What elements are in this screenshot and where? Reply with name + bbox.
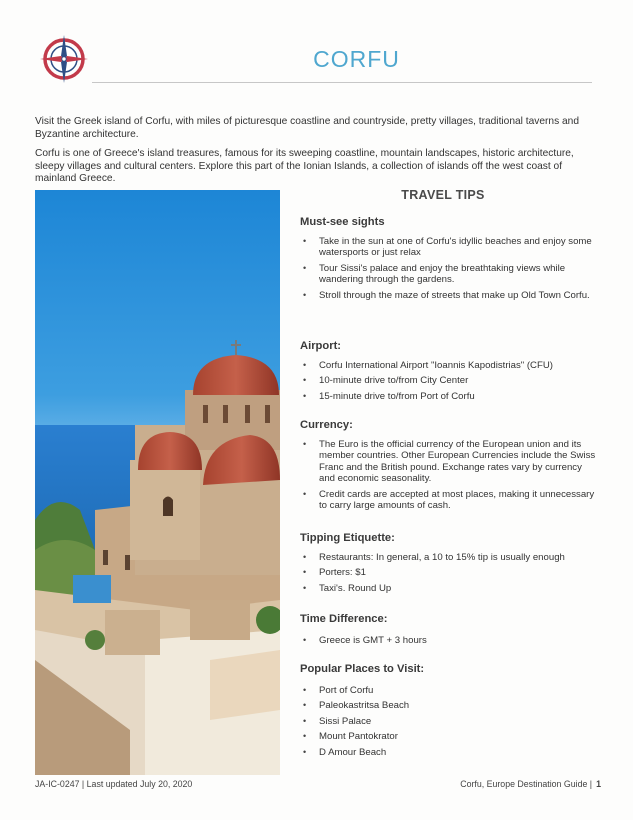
church-photo-icon	[35, 190, 280, 775]
footer-doc-id: JA-IC-0247 | Last updated July 20, 2020	[35, 779, 193, 789]
list-item: • Paleokastritsa Beach	[300, 700, 600, 711]
list-item: • Mount Pantokrator	[300, 731, 600, 742]
footer-guide-title	[460, 779, 601, 789]
list-item: • Take in the sun at one of Corfu's idyllic beaches and enjoy some watersports or just relax	[300, 236, 600, 259]
section-heading: Currency:	[300, 419, 353, 431]
section-airport	[300, 340, 600, 402]
footer-guide-label: Corfu, Europe Destination Guide |	[460, 779, 593, 789]
section-heading: Must-see sights	[300, 216, 385, 228]
intro-paragraph-2: Corfu is one of Greece's island treasures, famous for its sweeping coastline, mountain landscapes, historic architecture, sleepy villages and cultural centers. Explore this part of the Ionian Islands, a collection of islands off the west coast of mainland Greece.	[35, 148, 574, 185]
bullet-list	[300, 635, 600, 646]
travel-tips-title: TRAVEL TIPS	[401, 188, 485, 202]
list-item: • 15-minute drive to/from Port of Corfu	[300, 391, 600, 402]
list-item: • Credit cards are accepted at most places, making it unnecessary to carry large amounts of cash.	[300, 489, 600, 512]
section-popular-places	[300, 663, 600, 758]
list-item: • Stroll through the maze of streets that make up Old Town Corfu.	[300, 290, 600, 301]
list-item: • Sissi Palace	[300, 716, 600, 727]
section-heading: Tipping Etiquette:	[300, 532, 395, 544]
list-item: • 10-minute drive to/from City Center	[300, 375, 600, 386]
list-item: • Porters: $1	[300, 567, 600, 578]
bullet-list	[300, 685, 600, 758]
bullet-list	[300, 236, 600, 301]
section-tipping-etiquette	[300, 532, 600, 594]
list-item: • Tour Sissi's palace and enjoy the breathtaking views while wandering through the gardens.	[300, 263, 600, 286]
section-currency	[300, 419, 600, 511]
section-heading: Time Difference:	[300, 613, 388, 625]
page-title: CORFU	[313, 46, 400, 72]
header-divider	[92, 82, 592, 83]
bullet-list	[300, 439, 600, 511]
list-item: • Taxi's. Round Up	[300, 583, 600, 594]
list-item: • The Euro is the official currency of the European union and its member countries. Other European Currencies include the Swiss Franc and the British pound. Exchange rates vary by currency and economic seasonality.	[300, 439, 600, 485]
list-item: • Greece is GMT + 3 hours	[300, 635, 600, 646]
section-must-see-sights	[300, 216, 600, 301]
intro-paragraph-1: Visit the Greek island of Corfu, with miles of picturesque coastline and countryside, pretty villages, traditional taverns and Byzantine architecture.	[35, 116, 579, 140]
bullet-list	[300, 360, 600, 402]
list-item: • Corfu International Airport "Ioannis Kapodistrias" (CFU)	[300, 360, 600, 371]
section-heading: Airport:	[300, 340, 342, 352]
section-heading: Popular Places to Visit:	[300, 663, 425, 675]
list-item: • D Amour Beach	[300, 747, 600, 758]
bullet-list	[300, 552, 600, 594]
section-time-difference	[300, 613, 600, 646]
page-number: 1	[596, 779, 601, 789]
list-item: • Port of Corfu	[300, 685, 600, 696]
list-item: • Restaurants: In general, a 10 to 15% tip is usually enough	[300, 552, 600, 563]
